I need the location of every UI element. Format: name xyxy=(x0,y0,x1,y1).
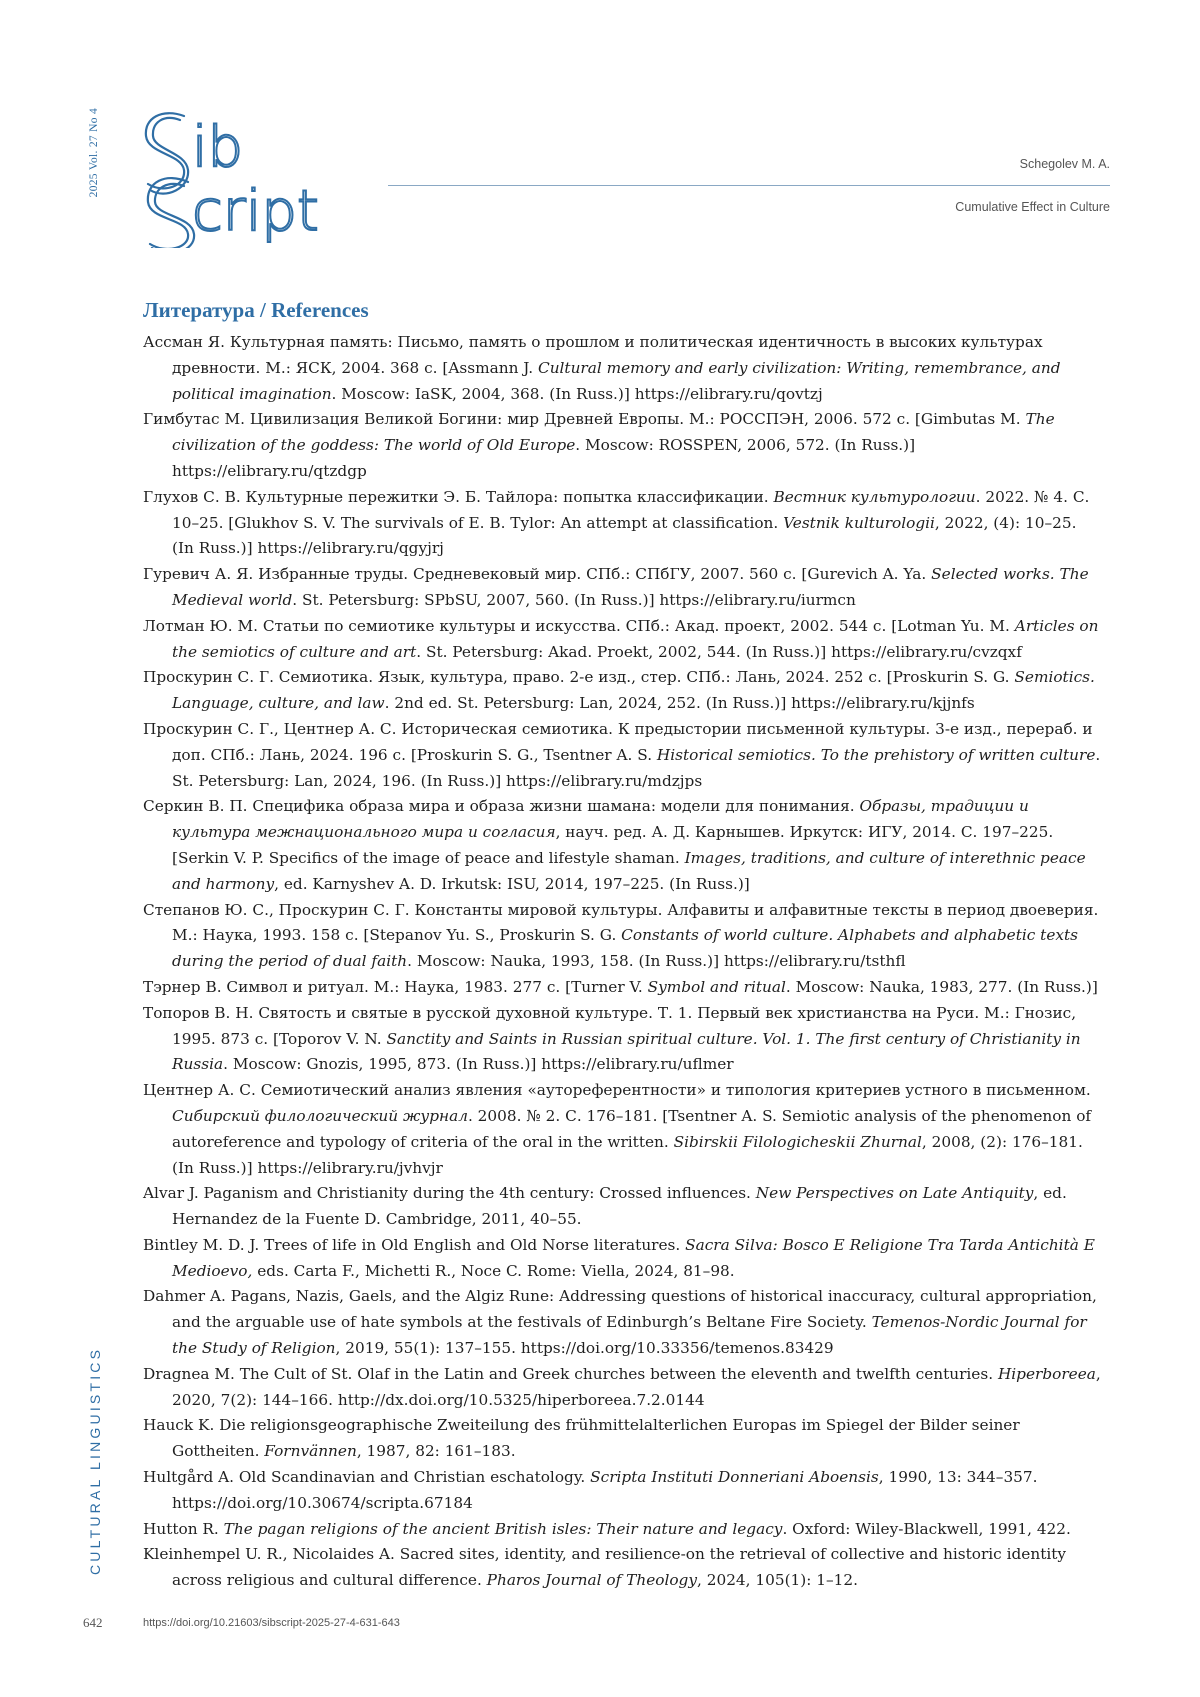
reference-entry xyxy=(143,1001,1103,1078)
reference-text: , науч. ред. А. Д. Карнышев. Иркутск: ИГУ, 2014. С. 197–225. [Serkin V. P. Specifics of the image of peace and lifestyle shaman. xyxy=(172,823,1053,867)
reference-text: , 1987, 82: 161–183. xyxy=(357,1442,516,1460)
reference-title: Images, traditions, and culture of interethnic peace and harmony xyxy=(172,849,1086,893)
reference-text: , 2022, (4): 10–25. (In Russ.)] https://elibrary.ru/qgyjrj xyxy=(172,514,1076,558)
reference-text: Ассман Я. Культурная память: Письмо, память о прошлом и политическая идентичность в высоких культурах древности. М.: ЯСК, 2004. 368 с. [Assmann J. xyxy=(143,333,1043,377)
reference-entry xyxy=(143,562,1103,614)
reference-entry xyxy=(143,485,1103,562)
reference-entry xyxy=(143,665,1103,717)
reference-text: Гуревич А. Я. Избранные труды. Средневековый мир. СПб.: СПбГУ, 2007. 560 с. [Gurevich A. Ya. xyxy=(143,565,931,583)
reference-title: Articles on the semiotics of culture and art xyxy=(172,617,1098,661)
reference-title: Образы, традиции и культура межнационального мира и согласия xyxy=(172,797,1029,841)
reference-entry xyxy=(143,614,1103,666)
header-subtitle: Cumulative Effect in Culture xyxy=(955,200,1110,214)
reference-text: . Oxford: Wiley-Blackwell, 1991, 422. xyxy=(782,1520,1070,1538)
reference-title: Сибирский филологический журнал xyxy=(172,1107,468,1125)
reference-text: . Moscow: ROSSPEN, 2006, 572. (In Russ.)] https://elibrary.ru/qtzdgp xyxy=(172,436,915,480)
reference-entry xyxy=(143,1465,1103,1517)
page-number: 642 xyxy=(83,1615,103,1631)
references-list xyxy=(143,330,1103,1594)
reference-text: Kleinhempel U. R., Nicolaides A. Sacred sites, identity, and resilience-on the retrieval of collective and historic identity across religious and cultural difference. xyxy=(143,1545,1066,1589)
reference-text: Проскурин С. Г., Центнер А. С. Историческая семиотика. К предыстории письменной культуры. 3-е изд., перераб. и доп. СПб.: Лань, 2024. 196 с. [Proskurin S. G., Tsentner A. S. xyxy=(143,720,1093,764)
reference-text: . St. Petersburg: SPbSU, 2007, 560. (In Russ.)] https://elibrary.ru/iurmcn xyxy=(292,591,856,609)
reference-text: Hutton R. xyxy=(143,1520,224,1538)
reference-text: Топоров В. Н. Святость и святые в русской духовной культуре. Т. 1. Первый век христианства на Руси. М.: Гнозис, 1995. 873 с. [Toporov V. N. xyxy=(143,1004,1076,1048)
reference-title: Vestnik kulturologii xyxy=(783,514,935,532)
reference-entry xyxy=(143,975,1103,1001)
reference-title: Hiperboreea xyxy=(998,1365,1096,1383)
reference-entry xyxy=(143,330,1103,407)
reference-text: . Moscow: IaSK, 2004, 368. (In Russ.)] https://elibrary.ru/qovtzj xyxy=(332,385,823,403)
reference-title: Temenos-Nordic Journal for the Study of Religion xyxy=(172,1313,1087,1357)
reference-text: Гимбутас М. Цивилизация Великой Богини: мир Древней Европы. М.: РОССПЭН, 2006. 572 с. [Gimbutas M. xyxy=(143,410,1026,428)
reference-text: eds. Carta F., Michetti R., Noce C. Rome: Viella, 2024, 81–98. xyxy=(252,1262,734,1280)
reference-title: The civilization of the goddess: The world of Old Europe xyxy=(172,410,1055,454)
reference-title: New Perspectives on Late Antiquity xyxy=(756,1184,1034,1202)
reference-text: . 2022. № 4. С. 10–25. [Glukhov S. V. The survivals of E. B. Tylor: An attempt at classification. xyxy=(172,488,1089,532)
reference-title: Selected works. The Medieval world xyxy=(172,565,1089,609)
reference-text: . St. Petersburg: Lan, 2024, 196. (In Russ.)] https://elibrary.ru/mdzjps xyxy=(172,746,1100,790)
reference-text: , ed. Hernandez de la Fuente D. Cambridge, 2011, 40–55. xyxy=(172,1184,1067,1228)
reference-text: . Moscow: Nauka, 1993, 158. (In Russ.)] https://elibrary.ru/tsthfl xyxy=(407,952,905,970)
reference-entry xyxy=(143,1542,1103,1594)
reference-text: Alvar J. Paganism and Christianity during the 4th century: Crossed influences. xyxy=(143,1184,756,1202)
reference-text: Тэрнер В. Символ и ритуал. М.: Наука, 1983. 277 с. [Turner V. xyxy=(143,978,648,996)
reference-text: . 2nd ed. St. Petersburg: Lan, 2024, 252. (In Russ.)] https://elibrary.ru/kjjnfs xyxy=(385,694,975,712)
reference-text: Dahmer A. Pagans, Nazis, Gaels, and the Algiz Rune: Addressing questions of historical inaccuracy, cultural appropriation, and the arguable use of hate symbols at the festivals of Edinburgh’s Beltane Fire Society. xyxy=(143,1287,1097,1331)
reference-text: , 1990, 13: 344–357. https://doi.org/10.30674/scripta.67184 xyxy=(172,1468,1038,1512)
reference-entry xyxy=(143,407,1103,484)
reference-text: Bintley M. D. J. Trees of life in Old English and Old Norse literatures. xyxy=(143,1236,685,1254)
reference-text: Лотман Ю. М. Статьи по семиотике культуры и искусства. СПб.: Акад. проект, 2002. 544 с. [Lotman Yu. M. xyxy=(143,617,1015,635)
reference-title: Symbol and ritual xyxy=(648,978,786,996)
reference-text: . 2008. № 2. С. 176–181. [Tsentner A. S. Semiotic analysis of the phenomenon of autoreference and typology of criteria of the oral in the written. xyxy=(172,1107,1091,1151)
journal-logo xyxy=(142,108,372,248)
reference-title: Fornvännen xyxy=(264,1442,357,1460)
issue-label: 2025 Vol. 27 No 4 xyxy=(88,108,100,197)
logo-cript: cript xyxy=(192,179,319,244)
header-divider xyxy=(388,185,1110,186)
reference-text: Dragnea M. The Cult of St. Olaf in the Latin and Greek churches between the eleventh and twelfth centuries. xyxy=(143,1365,998,1383)
reference-title: Scripta Instituti Donneriani Aboensis xyxy=(590,1468,879,1486)
reference-title: Sibirskii Filologicheskii Zhurnal xyxy=(674,1133,922,1151)
reference-entry xyxy=(143,1517,1103,1543)
reference-title: Historical semiotics. To the prehistory of written culture xyxy=(657,746,1095,764)
references-heading: Литература / References xyxy=(143,298,369,323)
reference-entry xyxy=(143,717,1103,794)
reference-text: , 2020, 7(2): 144–166. http://dx.doi.org/10.5325/hiperboreea.7.2.0144 xyxy=(172,1365,1101,1409)
reference-text: , 2024, 105(1): 1–12. xyxy=(697,1571,858,1589)
reference-entry xyxy=(143,898,1103,975)
reference-entry xyxy=(143,1181,1103,1233)
reference-text: Проскурин С. Г. Семиотика. Язык, культура, право. 2-е изд., стер. СПб.: Лань, 2024. 252 с. [Proskurin S. G. xyxy=(143,668,1014,686)
reference-text: , ed. Karnyshev A. D. Irkutsk: ISU, 2014, 197–225. (In Russ.)] xyxy=(274,875,750,893)
reference-text: . St. Petersburg: Akad. Proekt, 2002, 544. (In Russ.)] https://elibrary.ru/cvzqxf xyxy=(416,643,1022,661)
reference-text: Степанов Ю. С., Проскурин С. Г. Константы мировой культуры. Алфавиты и алфавитные тексты в период двоеверия. М.: Наука, 1993. 158 с. [Stepanov Yu. S., Proskurin S. G. xyxy=(143,901,1098,945)
reference-entry xyxy=(143,794,1103,897)
footer-doi-link[interactable]: https://doi.org/10.21603/sibscript-2025-27-4-631-643 xyxy=(143,1617,400,1629)
reference-text: Серкин В. П. Специфика образа мира и образа жизни шамана: модели для понимания. xyxy=(143,797,859,815)
section-label: CULTURAL LINGUISTICS xyxy=(87,1347,103,1575)
reference-title: Semiotics. Language, culture, and law xyxy=(172,668,1095,712)
reference-text: . Moscow: Nauka, 1983, 277. (In Russ.)] xyxy=(786,978,1098,996)
header-author: Schegolev M. A. xyxy=(1020,157,1110,171)
reference-title: The pagan religions of the ancient British isles: Their nature and legacy xyxy=(224,1520,783,1538)
reference-text: Hauck K. Die religionsgeographische Zweiteilung des frühmittelalterlichen Europas im Spiegel der Bilder seiner Gottheiten. xyxy=(143,1416,1020,1460)
reference-text: . Moscow: Gnozis, 1995, 873. (In Russ.)] https://elibrary.ru/uflmer xyxy=(223,1055,734,1073)
reference-title: Sanctity and Saints in Russian spiritual culture. Vol. 1. The first century of Christianity in Russia xyxy=(172,1030,1081,1074)
reference-text: Центнер А. С. Семиотический анализ явления «аутореферентности» и типология критериев устного в письменном. xyxy=(143,1081,1091,1099)
reference-text: , 2019, 55(1): 137–155. https://doi.org/10.33356/temenos.83429 xyxy=(336,1339,834,1357)
reference-title: Cultural memory and early civilization: Writing, remembrance, and political imagination xyxy=(172,359,1061,403)
reference-entry xyxy=(143,1233,1103,1285)
reference-text: Глухов С. В. Культурные пережитки Э. Б. Тайлора: попытка классификации. xyxy=(143,488,774,506)
reference-title: Constants of world culture. Alphabets and alphabetic texts during the period of dual faith xyxy=(172,926,1078,970)
reference-title: Вестник культурологии xyxy=(774,488,976,506)
reference-text: Hultgård A. Old Scandinavian and Christian eschatology. xyxy=(143,1468,590,1486)
reference-title: Pharos Journal of Theology xyxy=(487,1571,697,1589)
reference-entry xyxy=(143,1362,1103,1414)
logo-s-upper xyxy=(146,113,184,188)
reference-entry xyxy=(143,1078,1103,1181)
reference-entry xyxy=(143,1284,1103,1361)
reference-title: Sacra Silva: Bosco E Religione Tra Tarda Antichità E Medioevo, xyxy=(172,1236,1095,1280)
reference-text: , 2008, (2): 176–181. (In Russ.)] https://elibrary.ru/jvhvjr xyxy=(172,1133,1083,1177)
reference-entry xyxy=(143,1413,1103,1465)
logo-ib: ib xyxy=(192,115,243,180)
